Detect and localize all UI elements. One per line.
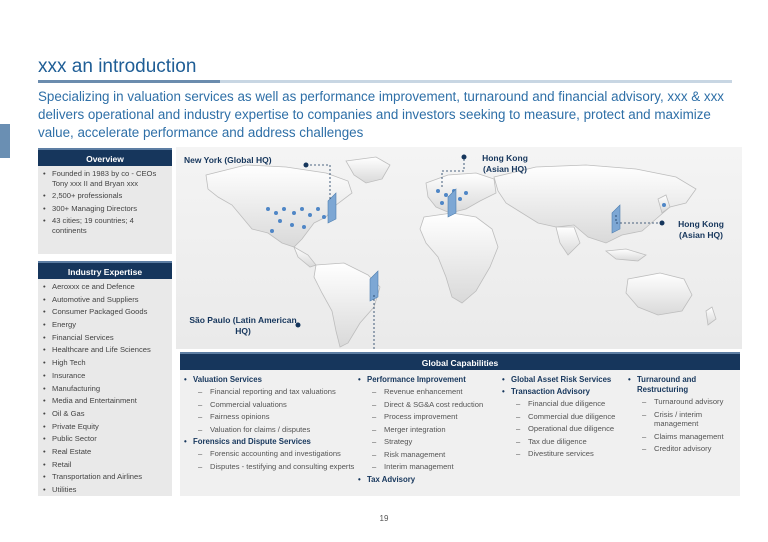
- office-marker: [464, 191, 468, 195]
- list-item: • High Tech: [42, 358, 168, 368]
- list-item: • Media and Entertainment: [42, 396, 168, 406]
- new-zealand-shape: [706, 307, 716, 325]
- list-item: – Merger integration: [358, 425, 498, 435]
- list-item: – Valuation for claims / disputes: [184, 425, 356, 435]
- capabilities-column-1: [184, 375, 356, 474]
- list-item: – Crisis / interim management: [628, 410, 736, 429]
- list-item: • Oil & Gas: [42, 409, 168, 419]
- indonesia-shape: [606, 249, 646, 261]
- list-item: • Transportation and Airlines: [42, 472, 168, 482]
- capabilities-heading: Global Capabilities: [180, 352, 740, 370]
- office-marker: [266, 207, 270, 211]
- list-item: – Creditor advisory: [628, 444, 736, 454]
- list-item: – Divestiture services: [502, 449, 622, 459]
- overview-panel: [38, 166, 172, 254]
- section-heading: • Valuation Services: [184, 375, 356, 385]
- office-marker: [436, 189, 440, 193]
- list-item: • Financial Services: [42, 333, 168, 343]
- office-marker: [274, 211, 278, 215]
- list-item: • Manufacturing: [42, 384, 168, 394]
- list-item: • Public Sector: [42, 434, 168, 444]
- office-marker: [278, 219, 282, 223]
- list-item: • 2,500+ professionals: [42, 191, 168, 201]
- industry-panel: [38, 279, 172, 496]
- office-marker: [440, 201, 444, 205]
- office-marker: [662, 203, 666, 207]
- office-marker: [302, 225, 306, 229]
- list-item: – Interim management: [358, 462, 498, 472]
- office-marker: [308, 213, 312, 217]
- india-shape: [556, 227, 580, 255]
- label-hong-kong-top: Hong Kong (Asian HQ): [482, 153, 528, 174]
- section-heading: • Performance Improvement: [358, 375, 498, 385]
- list-item: – Fairness opinions: [184, 412, 356, 422]
- capabilities-column-3: [502, 375, 622, 462]
- section-heading: • Turnaround and Restructuring: [628, 375, 736, 395]
- label-sao-paulo: São Paulo (Latin American HQ): [189, 315, 297, 336]
- industry-heading: Industry Expertise: [38, 261, 172, 279]
- page-title: xxx an introduction: [38, 56, 197, 77]
- list-item: – Forensic accounting and investigations: [184, 449, 356, 459]
- list-item: • Healthcare and Life Sciences: [42, 345, 168, 355]
- africa-shape: [420, 213, 498, 303]
- list-item: – Revenue enhancement: [358, 387, 498, 397]
- office-marker: [282, 207, 286, 211]
- list-item: • Consumer Packaged Goods: [42, 307, 168, 317]
- title-rule-light: [220, 80, 732, 83]
- capabilities-panel: [180, 370, 740, 496]
- list-item: • Retail: [42, 460, 168, 470]
- greenland-shape: [346, 157, 390, 183]
- capabilities-column-4: [628, 375, 736, 457]
- list-item: • Energy: [42, 320, 168, 330]
- list-item: – Disputes - testifying and consulting experts: [184, 462, 356, 472]
- office-marker: [290, 223, 294, 227]
- page-subtitle: Specializing in valuation services as well as performance improvement, turnaround and financial advisory, xxx & xxx delivers operational and industry expertise to companies and investors seeking to measure, protect and maximize value, accelerate performance and address challenges: [38, 89, 724, 140]
- list-item: • Real Estate: [42, 447, 168, 457]
- list-item: – Financial due diligence: [502, 399, 622, 409]
- list-item: • Automotive and Suppliers: [42, 295, 168, 305]
- capabilities-column-2: [358, 375, 498, 487]
- overview-list: [38, 166, 172, 242]
- page-number: 19: [379, 514, 389, 523]
- list-item: – Risk management: [358, 450, 498, 460]
- left-accent-bar: [0, 124, 10, 158]
- label-new-york: New York (Global HQ): [184, 155, 272, 165]
- section-heading: • Transaction Advisory: [502, 387, 622, 397]
- list-item: – Claims management: [628, 432, 736, 442]
- list-item: • Founded in 1983 by co - CEOs Tony xxx II and Bryan xxx: [42, 169, 168, 188]
- australia-shape: [626, 273, 692, 315]
- central-america-shape: [294, 247, 316, 267]
- list-item: • Aeroxxx ce and Defence: [42, 282, 168, 292]
- office-marker: [270, 229, 274, 233]
- list-item: • Insurance: [42, 371, 168, 381]
- section-heading: • Global Asset Risk Services: [502, 375, 622, 385]
- list-item: – Direct & SG&A cost reduction: [358, 400, 498, 410]
- title-rule: [38, 80, 220, 83]
- office-marker: [292, 211, 296, 215]
- list-item: – Commercial valuations: [184, 400, 356, 410]
- section-heading: • Tax Advisory: [358, 475, 498, 485]
- leader-dot-ny: [304, 163, 309, 168]
- list-item: • Private Equity: [42, 422, 168, 432]
- europe-shape: [426, 173, 496, 213]
- list-item: – Financial reporting and tax valuations: [184, 387, 356, 397]
- list-item: – Process improvement: [358, 412, 498, 422]
- section-heading: • Forensics and Dispute Services: [184, 437, 356, 447]
- list-item: • 43 cities; 19 countries; 4 continents: [42, 216, 168, 235]
- leader-dot-hk-top: [462, 155, 467, 160]
- office-marker: [316, 207, 320, 211]
- list-item: – Turnaround advisory: [628, 397, 736, 407]
- world-map: [176, 147, 742, 349]
- office-marker: [458, 197, 462, 201]
- label-hong-kong-right: Hong Kong (Asian HQ): [678, 219, 724, 240]
- list-item: • 300+ Managing Directors: [42, 204, 168, 214]
- list-item: – Operational due diligence: [502, 424, 622, 434]
- list-item: – Commercial due diligence: [502, 412, 622, 422]
- office-marker: [300, 207, 304, 211]
- industry-list: [38, 279, 172, 501]
- list-item: • Utilities: [42, 485, 168, 495]
- leader-dot-hk-right: [660, 221, 665, 226]
- overview-heading: Overview: [38, 148, 172, 166]
- office-marker: [444, 193, 448, 197]
- list-item: – Strategy: [358, 437, 498, 447]
- list-item: – Tax due diligence: [502, 437, 622, 447]
- south-america-shape: [314, 263, 380, 347]
- office-marker: [322, 215, 326, 219]
